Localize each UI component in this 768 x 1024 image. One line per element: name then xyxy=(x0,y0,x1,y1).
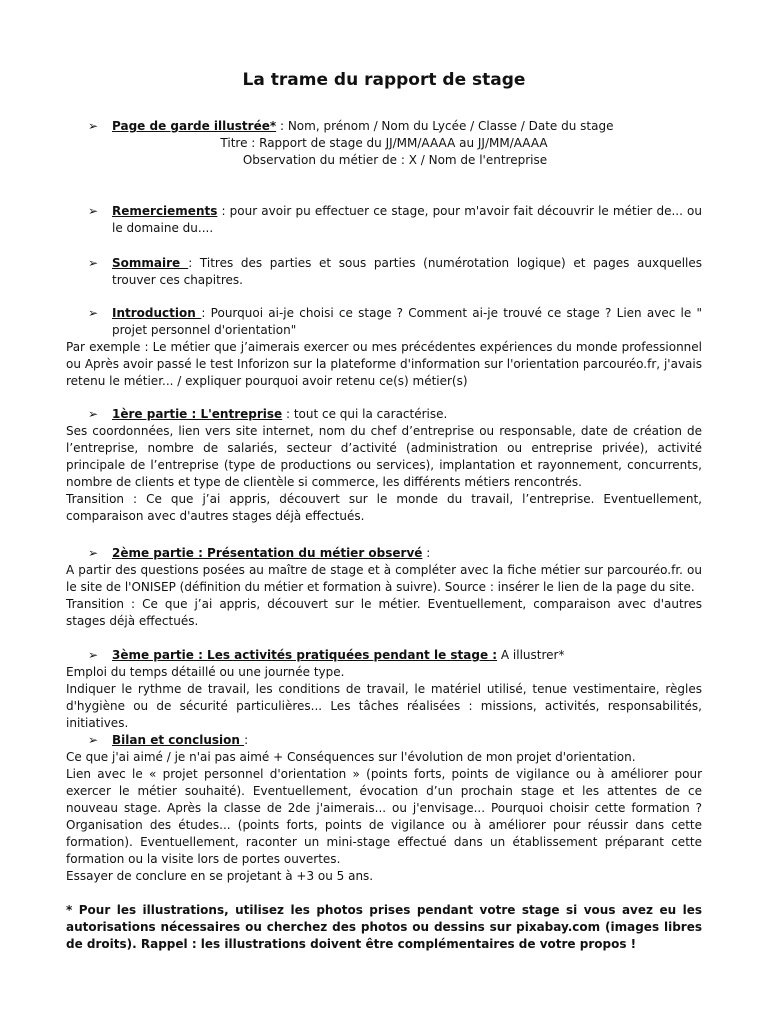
partie2-heading: 2ème partie : Présentation du métier observé xyxy=(112,546,423,560)
section-introduction xyxy=(112,305,702,339)
section-partie2 xyxy=(112,545,702,562)
bullet-icon: ➢ xyxy=(88,546,99,560)
partie2-text: : xyxy=(422,546,431,560)
bilan-heading: Bilan et conclusion xyxy=(112,733,245,747)
garde-heading: Page de garde illustrée* xyxy=(112,119,277,133)
partie2-transition: Transition : Ce que j’ai appris, découvert sur le métier. Eventuellement, comparaison avec d'autres stages déjà effectués. xyxy=(66,597,702,628)
partie1-text: : tout ce qui la caractérise. xyxy=(282,407,448,421)
bilan-body: Lien avec le « projet personnel d'orientation » (points forts, points de vigilance ou à améliorer pour exercer le métier souhaité). Eventuellement, évocation d’un prochain stage et les attentes de ce nouveau stage. Après la classe de 2de j'aimerais... ou j'envisage... Pourquoi choisir cette formation ? Organisation des études... (points forts, points de vigilance ou à améliorer pour réussir dans cette formation). Eventuellement, raconter un mini-stage effectué dans un établissement préparant cette formation ou la visite lors de portes ouvertes. xyxy=(66,767,702,866)
garde-line3: Observation du métier de : X / Nom de l'entreprise xyxy=(242,153,548,167)
partie3-line1: Emploi du temps détaillé ou une journée type. xyxy=(66,665,345,679)
partie3-text: A illustrer* xyxy=(497,648,565,662)
bilan-line-end: Essayer de conclure en se projetant à +3 ou 5 ans. xyxy=(66,869,374,883)
partie1-transition: Transition : Ce que j’ai appris, découvert sur le monde du travail, l’entreprise. Eventuellement, comparaison avec d'autres stages déjà effectués. xyxy=(66,492,702,523)
bullet-icon: ➢ xyxy=(88,306,99,320)
partie1-heading: 1ère partie : L'entreprise xyxy=(112,407,283,421)
introduction-body: Par exemple : Le métier que j’aimerais exercer ou mes précédentes expériences du monde professionnel ou Après avoir passé le test Inforizon sur la plateforme d'information sur l'orientation parcouréo.fr, j'avais retenu le métier... / expliquer pourquoi avoir retenu ce(s) métier(s) xyxy=(66,340,702,388)
partie1-body: Ses coordonnées, lien vers site internet, nom du chef d’entreprise ou responsable, date de création de l’entreprise, nombre de salariés, secteur d’activité (administration ou entreprise privée), activité principale de l’entreprise (type de productions ou services), implantation et rayonnement, concurrents, nombre de clients et type de clientèle si commerce, les différents métiers rencontrés. xyxy=(66,424,702,489)
section-sommaire xyxy=(112,255,702,289)
sommaire-text: : Titres des parties et sous parties (numérotation logique) et pages auxquelles trouver ces chapitres. xyxy=(112,256,703,287)
partie3-body: Indiquer le rythme de travail, les conditions de travail, le matériel utilisé, tenue vestimentaire, règles d'hygiène ou de sécurité particulières... Les tâches réalisées : missions, activités, responsabilités, initiatives. xyxy=(66,682,702,730)
bilan-text: : xyxy=(244,733,249,747)
bilan-line1: Ce que j'ai aimé / je n'ai pas aimé + Conséquences sur l'évolution de mon projet d'orientation. xyxy=(66,750,636,764)
bullet-icon: ➢ xyxy=(88,204,99,218)
partie3-heading: 3ème partie : Les activités pratiquées pendant le stage : xyxy=(112,648,498,662)
section-partie3 xyxy=(112,647,702,664)
document-title: La trame du rapport de stage xyxy=(242,70,526,90)
partie2-body: A partir des questions posées au maître de stage et à compléter avec la fiche métier sur parcouréo.fr. ou le site de l'ONISEP (définition du métier et formation à suivre). Source : insérer le lien de la page du site. xyxy=(66,563,702,594)
bullet-icon: ➢ xyxy=(88,407,99,421)
introduction-text: : Pourquoi ai-je choisi ce stage ? Comment ai-je trouvé ce stage ? Lien avec le " projet personnel d'orientation" xyxy=(112,306,703,337)
remerciements-heading: Remerciements xyxy=(112,204,218,218)
section-remerciements xyxy=(112,203,702,237)
remerciements-text: : pour avoir pu effectuer ce stage, pour m'avoir fait découvrir le métier de... ou le domaine du.... xyxy=(112,204,702,235)
section-bilan xyxy=(112,732,702,749)
illustrations-note: * Pour les illustrations, utilisez les photos prises pendant votre stage si vous avez eu les autorisations nécessaires ou cherchez des photos ou dessins sur pixabay.com (images libres de droits). Rappel : les illustrations doivent être complémentaires de votre propos ! xyxy=(66,903,702,951)
garde-line2: Titre : Rapport de stage du JJ/MM/AAAA au JJ/MM/AAAA xyxy=(220,136,548,150)
bullet-icon: ➢ xyxy=(88,256,99,270)
garde-text: : Nom, prénom / Nom du Lycée / Classe / Date du stage xyxy=(276,119,614,133)
sommaire-heading: Sommaire xyxy=(112,256,189,270)
bullet-icon: ➢ xyxy=(88,733,99,747)
section-garde xyxy=(112,118,702,135)
bullet-icon: ➢ xyxy=(88,119,99,133)
section-partie1 xyxy=(112,406,702,423)
bullet-icon: ➢ xyxy=(88,648,99,662)
introduction-heading: Introduction xyxy=(112,306,202,320)
